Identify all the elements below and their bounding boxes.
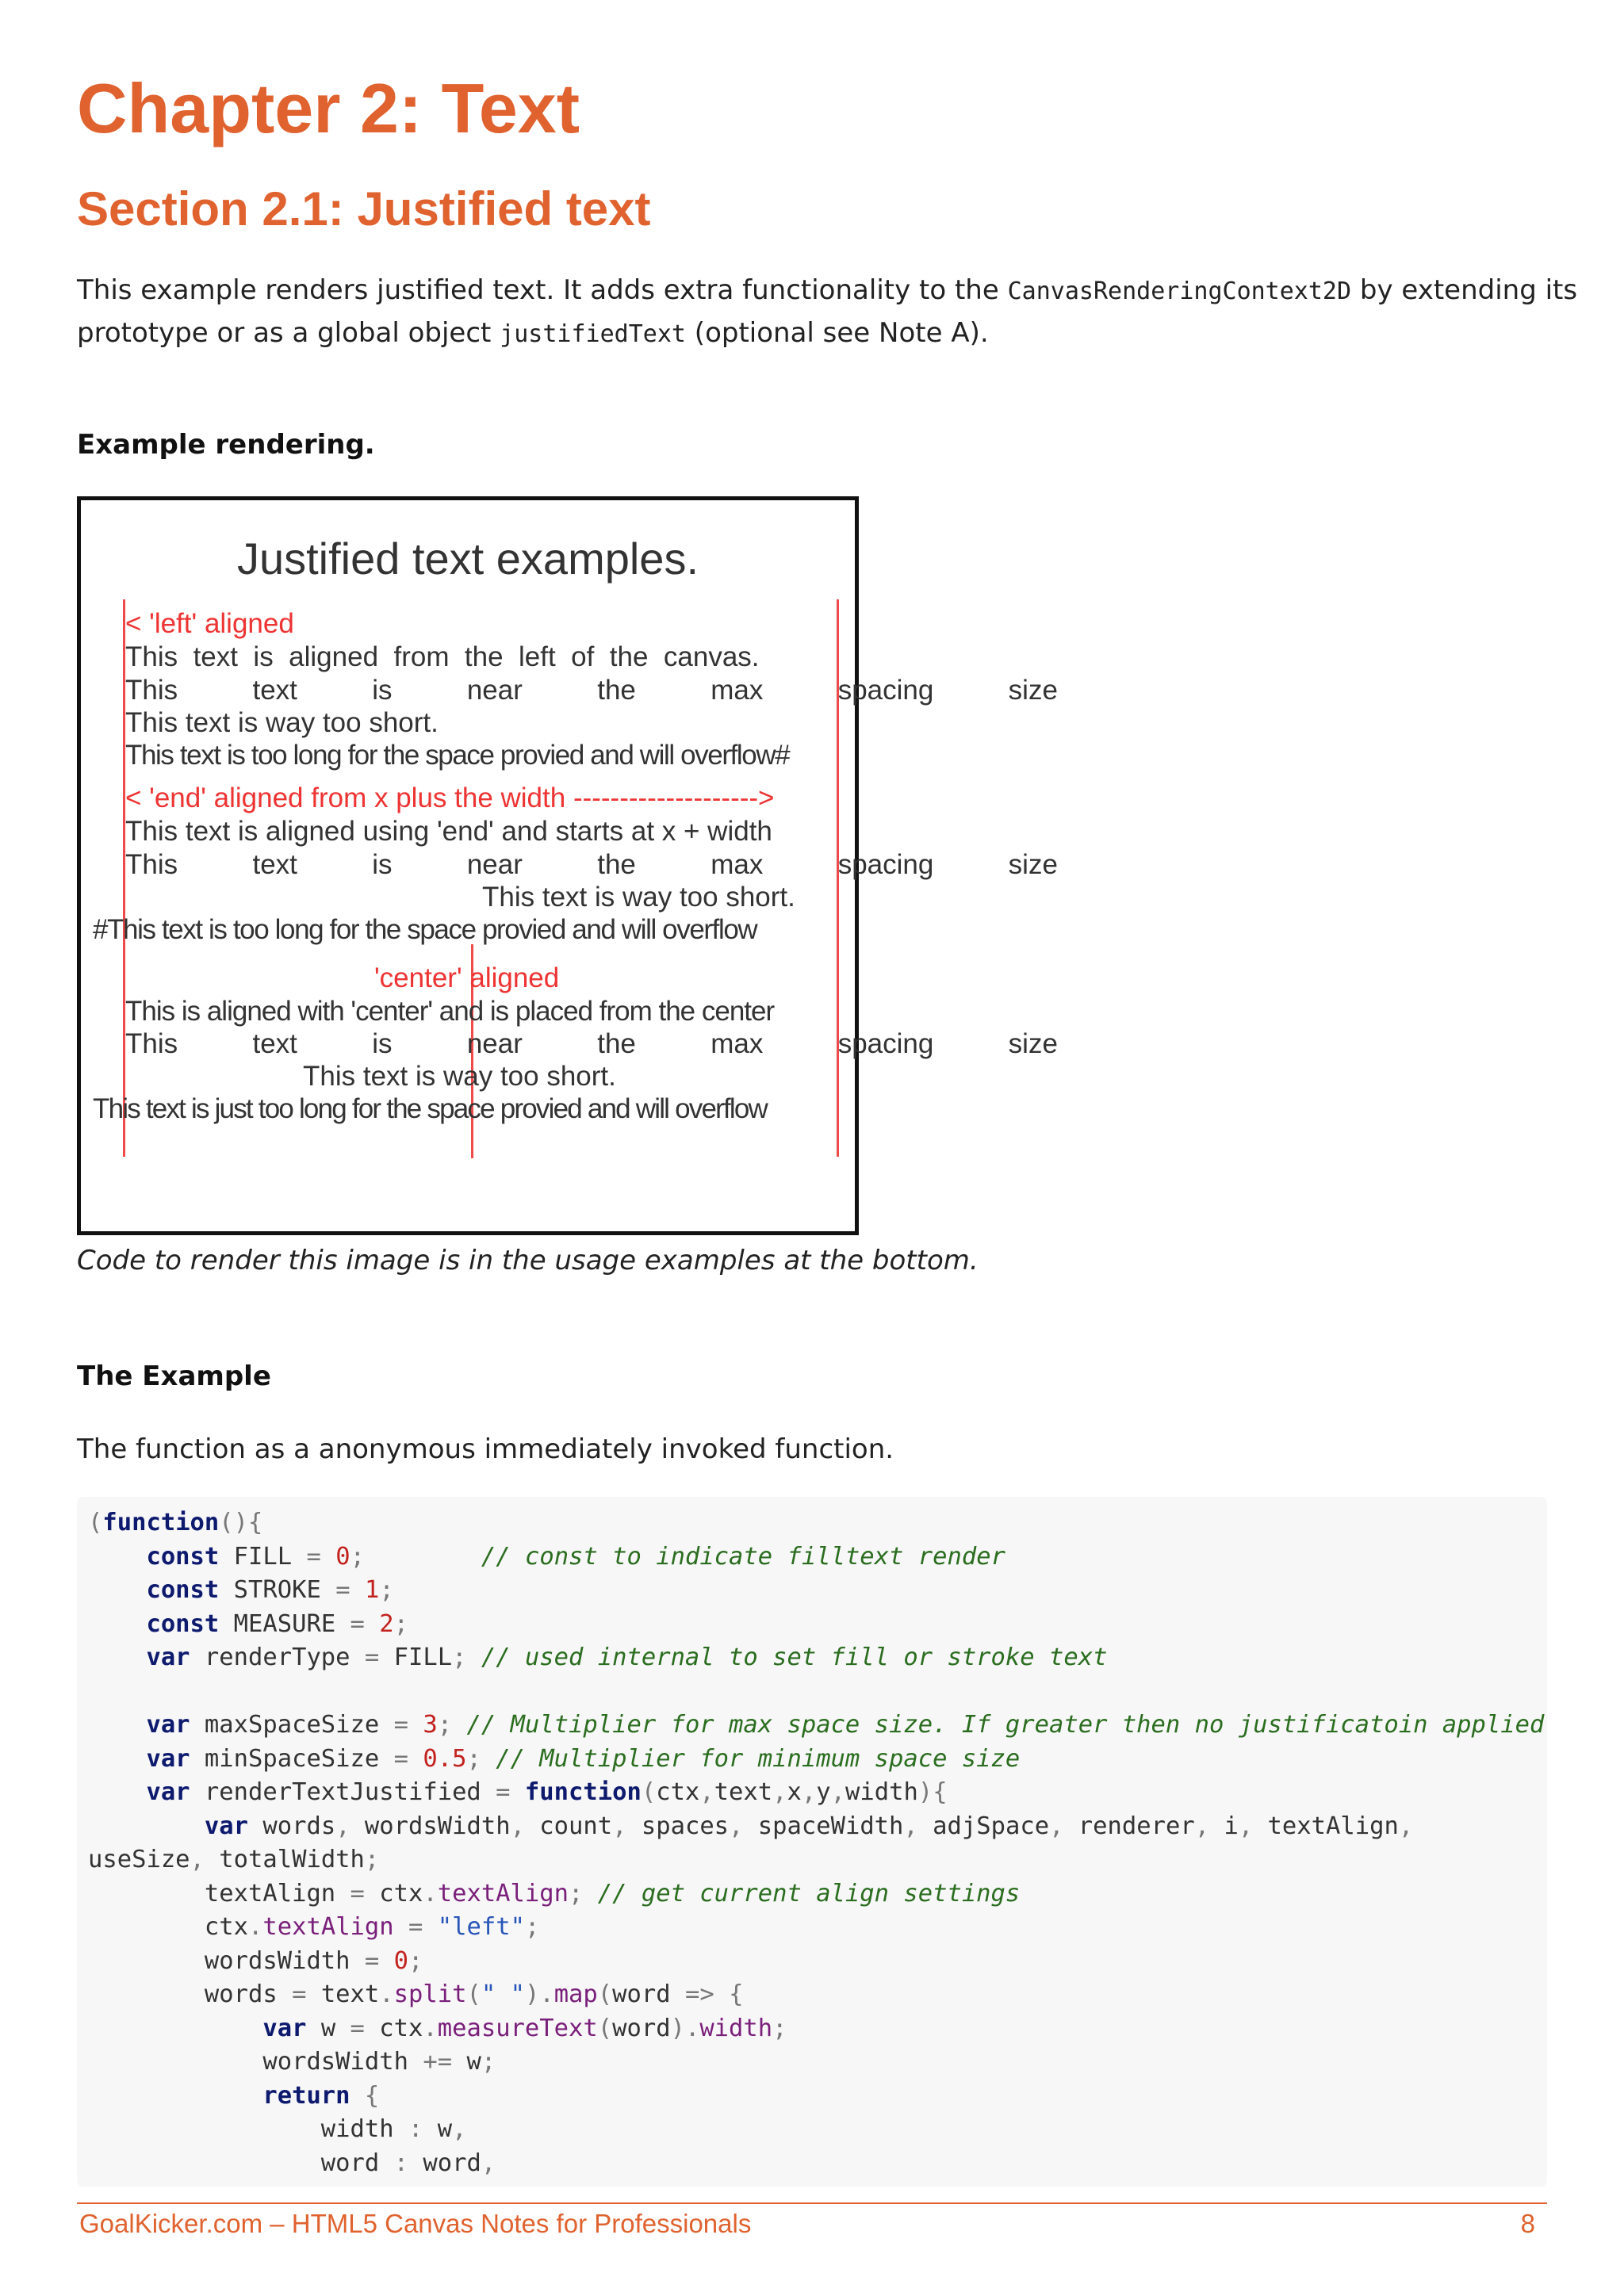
code-line: var maxSpaceSize = 3; // Multiplier for max space size. If greater then no justificatoin applied [146,1711,1545,1739]
function-intro: The function as a anonymous immediately invoked function. [77,1433,894,1465]
render-line: This text is aligned from the left of the canvas. [125,641,760,672]
rendering-title: Justified text examples. [236,534,699,584]
render-line: This text is way too short. [482,882,795,913]
code-line: word : word, [88,2149,496,2177]
inline-code: CanvasRenderingContext2D [1007,277,1352,305]
code-line: const FILL = 0; // const to indicate filltext render [146,1542,1005,1571]
code-block [77,1497,1547,2187]
page-number: 8 [1520,2209,1535,2238]
code-line: var minSpaceSize = 0.5; // Multiplier for minimum space size [146,1744,1021,1773]
render-line: This text is aligned using 'end' and starts at x + width [125,816,772,847]
example-rendering-image [77,496,1058,1235]
code-line: (function(){ [88,1509,263,1536]
intro-line-1 [77,270,1577,312]
intro-line-2 [77,312,1577,355]
render-line: This text is too long for the space provied and will overflow# [125,740,790,771]
code-line: const MEASURE = 2; [146,1609,409,1638]
render-line: This text is near the max spacing size [125,1028,1058,1059]
render-line: This text is just too long for the space provied and will overflow [93,1093,768,1124]
code-line: return { [262,2081,380,2110]
chapter-title: Chapter 2: Text [77,69,580,147]
code-line: var w = ctx.measureText(word).width; [262,2014,787,2042]
render-line: This text is near the max spacing size [125,849,1058,880]
example-heading: The Example [77,1360,271,1392]
render-line: This text is way too short. [303,1061,616,1092]
render-line: #This text is too long for the space provied and will overflow [93,914,757,945]
inline-code: justifiedText [500,320,686,348]
intro-text: (optional see Note A). [686,317,989,349]
render-line: This text is way too short. [125,707,439,738]
example-rendering-heading: Example rendering. [77,429,375,461]
code-line: useSize, totalWidth; [88,1846,380,1873]
footer-divider [77,2202,1547,2204]
image-caption: Code to render this image is in the usage examples at the bottom. [77,1245,979,1276]
code-line: wordsWidth = 0; [88,1946,423,1975]
code-line: var renderType = FILL; // used internal to set fill or stroke text [146,1644,1108,1671]
intro-paragraph [77,270,1577,355]
footer-text: GoalKicker.com – HTML5 Canvas Notes for Professionals [79,2209,752,2238]
intro-text: prototype or as a global object [77,317,500,349]
code-line: words = text.split(" ").map(word => { [88,1980,744,2008]
code-line: textAlign = ctx.textAlign; // get current align settings [88,1879,1021,1908]
end-aligned-label: < 'end' aligned from x plus the width --------------------> [125,783,775,813]
center-aligned-label: 'center' aligned [374,962,560,993]
code-line: width : w, [88,2115,467,2143]
code-line: wordsWidth += w; [88,2048,496,2076]
code-line: const STROKE = 1; [146,1576,394,1604]
render-line: This text is near the max spacing size [125,675,1058,706]
left-aligned-label: < 'left' aligned [125,608,294,639]
code-listing [77,1497,1547,2180]
code-line: ctx.textAlign = "left"; [88,1913,540,1941]
intro-text: by extending its [1351,274,1578,306]
intro-text: This example renders justified text. It adds extra functionality to the [77,274,1008,306]
code-line: var words, wordsWidth, count, spaces, spaceWidth, adjSpace, renderer, i, textAlign, [204,1812,1414,1840]
code-line: var renderTextJustified = function(ctx,text,x,y,width){ [146,1778,948,1806]
render-line: This is aligned with 'center' and is placed from the center [125,996,775,1027]
section-title: Section 2.1: Justified text [77,182,651,235]
